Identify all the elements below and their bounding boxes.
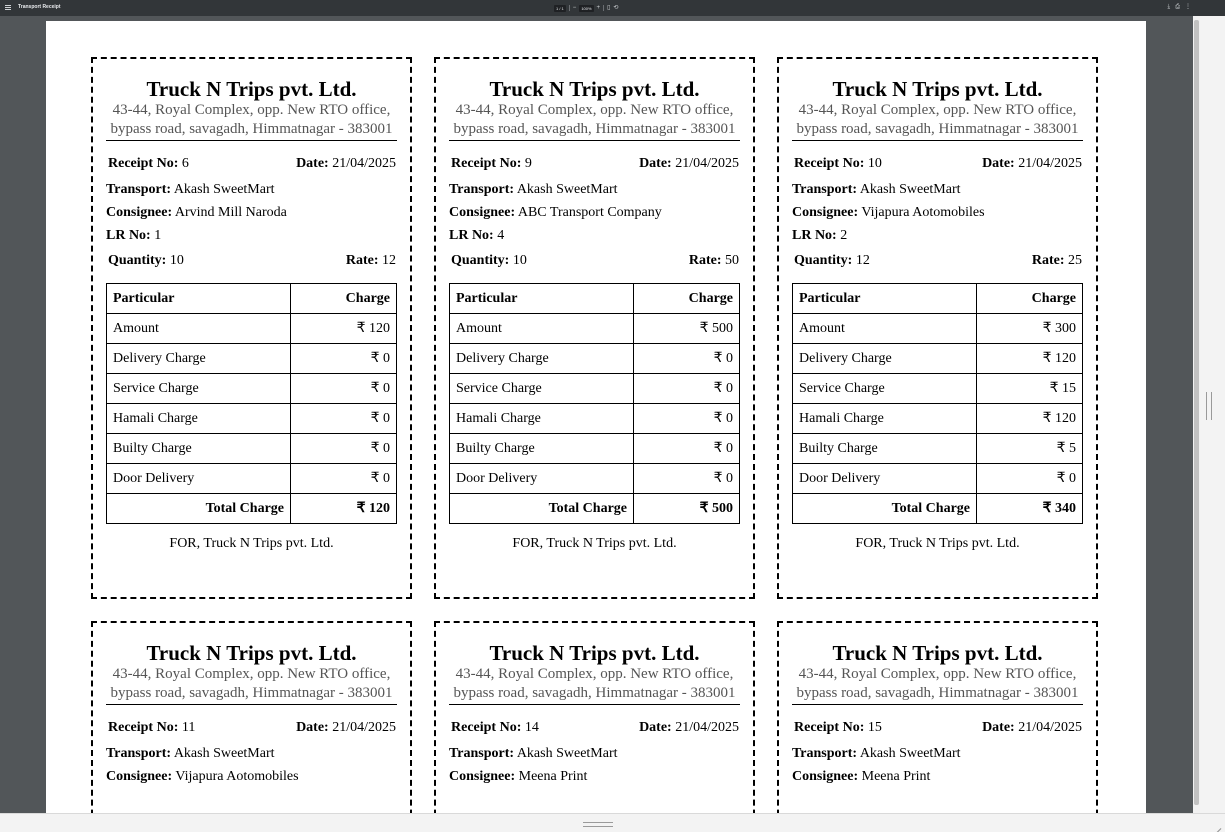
date-label: Date:: [982, 720, 1015, 735]
consignee-row: [106, 769, 397, 785]
charge-name: Delivery Charge: [107, 344, 291, 374]
total-row: [793, 494, 1083, 524]
total-charge: ₹ 500: [634, 494, 740, 524]
quantity-rate-row: [792, 253, 1083, 269]
consignee-label: Consignee:: [106, 769, 173, 784]
company-name: Truck N Trips pvt. Ltd.: [832, 77, 1043, 101]
transport-row: [792, 746, 1083, 762]
date-label: Date:: [296, 156, 329, 171]
charge-name: Amount: [793, 314, 977, 344]
receipt-date: 21/04/2025: [675, 156, 739, 171]
consignee-row: [449, 205, 740, 221]
transport-value: Akash SweetMart: [516, 746, 618, 761]
page-controls: [554, 3, 618, 13]
quantity-value: 12: [855, 253, 870, 268]
table-row: [107, 464, 397, 494]
consignee-row: [792, 769, 1083, 785]
receipt-date: 21/04/2025: [1018, 720, 1082, 735]
table-row: [450, 404, 740, 434]
consignee-value: Vijapura Aotomobiles: [175, 769, 299, 784]
consignee-label: Consignee:: [106, 205, 173, 220]
table-header-row: [450, 284, 740, 314]
zoom-in-icon[interactable]: +: [596, 5, 601, 11]
particular-header: Particular: [450, 284, 634, 314]
charge-value: ₹ 0: [291, 404, 397, 434]
total-charge: ₹ 120: [291, 494, 397, 524]
document-title: Transport Receipt: [18, 4, 61, 10]
receipt-date-row: [106, 156, 397, 172]
consignee-row: [106, 205, 397, 221]
total-label: Total Charge: [793, 494, 977, 524]
receipt-date-row: [449, 720, 740, 736]
consignee-value: Meena Print: [518, 769, 588, 784]
charge-value: ₹ 0: [977, 464, 1083, 494]
receipt-date-row: [106, 720, 397, 736]
receipt-no-label: Receipt No:: [108, 156, 179, 171]
transport-row: [449, 746, 740, 762]
rotate-icon[interactable]: ⟲: [613, 5, 619, 11]
table-row: [793, 404, 1083, 434]
consignee-label: Consignee:: [792, 205, 859, 220]
company-name: Truck N Trips pvt. Ltd.: [146, 77, 357, 101]
receipt-no: 10: [867, 156, 882, 171]
bottom-resize-handle[interactable]: [583, 822, 613, 827]
table-row: [450, 374, 740, 404]
receipt-card: [434, 57, 755, 599]
lr-label: LR No:: [106, 228, 151, 243]
total-label: Total Charge: [107, 494, 291, 524]
charge-value: ₹ 0: [291, 434, 397, 464]
rate-label: Rate:: [1031, 253, 1065, 268]
total-row: [450, 494, 740, 524]
rate-value: 50: [725, 253, 739, 268]
charge-name: Hamali Charge: [450, 404, 634, 434]
charge-name: Builty Charge: [450, 434, 634, 464]
lr-row: [449, 228, 740, 244]
table-row: [107, 374, 397, 404]
receipt-card: [91, 57, 412, 599]
table-row: [107, 314, 397, 344]
transport-row: [449, 182, 740, 198]
company-address: 43-44, Royal Complex, opp. New RTO office, bypass road, savagadh, Himmatnagar - 383001: [449, 665, 740, 705]
charge-name: Service Charge: [450, 374, 634, 404]
consignee-value: Vijapura Aotomobiles: [861, 205, 985, 220]
table-header-row: [793, 284, 1083, 314]
receipt-no: 6: [181, 156, 189, 171]
charge-name: Door Delivery: [107, 464, 291, 494]
right-panel: [1200, 16, 1225, 813]
table-row: [793, 434, 1083, 464]
charge-value: ₹ 15: [977, 374, 1083, 404]
viewer-toolbar: [0, 0, 1225, 16]
quantity-value: 10: [512, 253, 527, 268]
receipt-card: [777, 57, 1098, 599]
charges-table: [792, 283, 1083, 524]
quantity-label: Quantity:: [794, 253, 853, 268]
company-name: Truck N Trips pvt. Ltd.: [146, 641, 357, 665]
transport-label: Transport:: [449, 182, 515, 197]
company-address: 43-44, Royal Complex, opp. New RTO office, bypass road, savagadh, Himmatnagar - 383001: [106, 101, 397, 141]
charge-name: Builty Charge: [793, 434, 977, 464]
receipt-date: 21/04/2025: [332, 720, 396, 735]
quantity-value: 10: [169, 253, 184, 268]
scrollbar-thumb[interactable]: [1194, 20, 1199, 805]
charge-name: Delivery Charge: [450, 344, 634, 374]
table-row: [107, 434, 397, 464]
receipt-no: 14: [524, 720, 539, 735]
charge-name: Hamali Charge: [107, 404, 291, 434]
more-options-icon[interactable]: ⋮: [1185, 4, 1191, 10]
date-label: Date:: [639, 720, 672, 735]
table-row: [793, 314, 1083, 344]
receipt-no-label: Receipt No:: [108, 720, 179, 735]
charge-value: ₹ 0: [634, 464, 740, 494]
consignee-row: [449, 769, 740, 785]
rate-label: Rate:: [688, 253, 722, 268]
zoom-out-icon[interactable]: −: [572, 5, 577, 11]
transport-label: Transport:: [792, 182, 858, 197]
charge-value: ₹ 0: [291, 344, 397, 374]
quantity-label: Quantity:: [451, 253, 510, 268]
lr-row: [106, 228, 397, 244]
receipt-footer: FOR, Truck N Trips pvt. Ltd.: [512, 536, 677, 551]
receipt-card: [777, 621, 1098, 813]
receipt-date-row: [792, 720, 1083, 736]
charge-value: ₹ 0: [634, 434, 740, 464]
transport-label: Transport:: [106, 182, 172, 197]
lr-label: LR No:: [449, 228, 494, 243]
consignee-row: [792, 205, 1083, 221]
company-name: Truck N Trips pvt. Ltd.: [489, 77, 700, 101]
company-address: 43-44, Royal Complex, opp. New RTO office, bypass road, savagadh, Himmatnagar - 383001: [792, 665, 1083, 705]
charge-header: Charge: [977, 284, 1083, 314]
receipt-no: 11: [181, 720, 196, 735]
lr-row: [792, 228, 1083, 244]
company-address: 43-44, Royal Complex, opp. New RTO office, bypass road, savagadh, Himmatnagar - 383001: [449, 101, 740, 141]
table-row: [793, 344, 1083, 374]
date-label: Date:: [296, 720, 329, 735]
consignee-value: Meena Print: [861, 769, 931, 784]
charge-value: ₹ 120: [291, 314, 397, 344]
table-row: [107, 404, 397, 434]
date-label: Date:: [982, 156, 1015, 171]
vertical-scrollbar[interactable]: [1193, 16, 1200, 813]
zoom-level[interactable]: 100%: [581, 5, 592, 11]
company-address: 43-44, Royal Complex, opp. New RTO office, bypass road, savagadh, Himmatnagar - 383001: [792, 101, 1083, 141]
quantity-rate-row: [106, 253, 397, 269]
company-name: Truck N Trips pvt. Ltd.: [832, 641, 1043, 665]
consignee-label: Consignee:: [792, 769, 859, 784]
lr-value: 1: [154, 228, 162, 243]
receipt-date-row: [792, 156, 1083, 172]
company-name: Truck N Trips pvt. Ltd.: [489, 641, 700, 665]
charge-value: ₹ 0: [634, 404, 740, 434]
charge-name: Builty Charge: [107, 434, 291, 464]
transport-value: Akash SweetMart: [173, 746, 275, 761]
page-indicator[interactable]: 1 / 1: [556, 5, 564, 11]
charge-name: Door Delivery: [793, 464, 977, 494]
date-label: Date:: [639, 156, 672, 171]
transport-label: Transport:: [449, 746, 515, 761]
toolbar-divider: [603, 5, 604, 11]
charge-value: ₹ 300: [977, 314, 1083, 344]
receipt-date: 21/04/2025: [675, 720, 739, 735]
transport-value: Akash SweetMart: [516, 182, 618, 197]
lr-value: 4: [497, 228, 505, 243]
toolbar-actions: [1168, 3, 1191, 11]
transport-label: Transport:: [792, 746, 858, 761]
receipt-no-label: Receipt No:: [794, 720, 865, 735]
particular-header: Particular: [793, 284, 977, 314]
table-header-row: [107, 284, 397, 314]
charge-value: ₹ 5: [977, 434, 1083, 464]
receipt-date-row: [449, 156, 740, 172]
total-label: Total Charge: [450, 494, 634, 524]
table-row: [450, 344, 740, 374]
print-icon[interactable]: ⎙: [1175, 4, 1180, 10]
charge-value: ₹ 0: [291, 374, 397, 404]
charge-name: Delivery Charge: [793, 344, 977, 374]
charge-value: ₹ 120: [977, 344, 1083, 374]
rate-value: 12: [382, 253, 396, 268]
charge-name: Door Delivery: [450, 464, 634, 494]
charge-name: Amount: [107, 314, 291, 344]
charge-header: Charge: [634, 284, 740, 314]
quantity-rate-row: [449, 253, 740, 269]
table-row: [107, 344, 397, 374]
transport-label: Transport:: [106, 746, 172, 761]
consignee-value: Arvind Mill Naroda: [174, 205, 287, 220]
transport-row: [106, 182, 397, 198]
transport-value: Akash SweetMart: [859, 182, 961, 197]
charge-value: ₹ 120: [977, 404, 1083, 434]
charge-name: Service Charge: [793, 374, 977, 404]
charge-name: Hamali Charge: [793, 404, 977, 434]
table-row: [793, 464, 1083, 494]
total-row: [107, 494, 397, 524]
receipt-card: [434, 621, 755, 813]
receipt-no-label: Receipt No:: [451, 720, 522, 735]
toolbar-divider: [569, 5, 570, 11]
transport-value: Akash SweetMart: [173, 182, 275, 197]
panel-resize-handle[interactable]: [1206, 392, 1212, 420]
company-address: 43-44, Royal Complex, opp. New RTO office, bypass road, savagadh, Himmatnagar - 383001: [106, 665, 397, 705]
consignee-label: Consignee:: [449, 205, 516, 220]
charge-value: ₹ 0: [634, 374, 740, 404]
table-row: [450, 314, 740, 344]
charge-value: ₹ 0: [634, 344, 740, 374]
receipt-no-label: Receipt No:: [794, 156, 865, 171]
transport-value: Akash SweetMart: [859, 746, 961, 761]
receipt-date: 21/04/2025: [332, 156, 396, 171]
consignee-value: ABC Transport Company: [517, 205, 662, 220]
charge-header: Charge: [291, 284, 397, 314]
receipt-footer: FOR, Truck N Trips pvt. Ltd.: [169, 536, 334, 551]
lr-value: 2: [840, 228, 848, 243]
charge-value: ₹ 500: [634, 314, 740, 344]
receipt-no: 15: [867, 720, 882, 735]
window-resize-corner[interactable]: [1211, 819, 1221, 829]
download-icon[interactable]: ⤓: [1167, 4, 1171, 10]
transport-row: [106, 746, 397, 762]
menu-icon[interactable]: [5, 5, 11, 10]
fit-page-icon[interactable]: ▯: [607, 5, 611, 11]
lr-label: LR No:: [792, 228, 837, 243]
receipt-footer: FOR, Truck N Trips pvt. Ltd.: [855, 536, 1020, 551]
table-row: [450, 434, 740, 464]
total-charge: ₹ 340: [977, 494, 1083, 524]
receipt-no-label: Receipt No:: [451, 156, 522, 171]
charge-value: ₹ 0: [291, 464, 397, 494]
consignee-label: Consignee:: [449, 769, 516, 784]
receipt-card: [91, 621, 412, 813]
charges-table: [449, 283, 740, 524]
charges-table: [106, 283, 397, 524]
receipt-date: 21/04/2025: [1018, 156, 1082, 171]
table-row: [450, 464, 740, 494]
rate-value: 25: [1068, 253, 1082, 268]
quantity-label: Quantity:: [108, 253, 167, 268]
charge-name: Service Charge: [107, 374, 291, 404]
transport-row: [792, 182, 1083, 198]
rate-label: Rate:: [345, 253, 379, 268]
pdf-page: [46, 21, 1146, 813]
document-viewport[interactable]: [0, 16, 1193, 813]
receipt-no: 9: [524, 156, 532, 171]
charge-name: Amount: [450, 314, 634, 344]
particular-header: Particular: [107, 284, 291, 314]
table-row: [793, 374, 1083, 404]
